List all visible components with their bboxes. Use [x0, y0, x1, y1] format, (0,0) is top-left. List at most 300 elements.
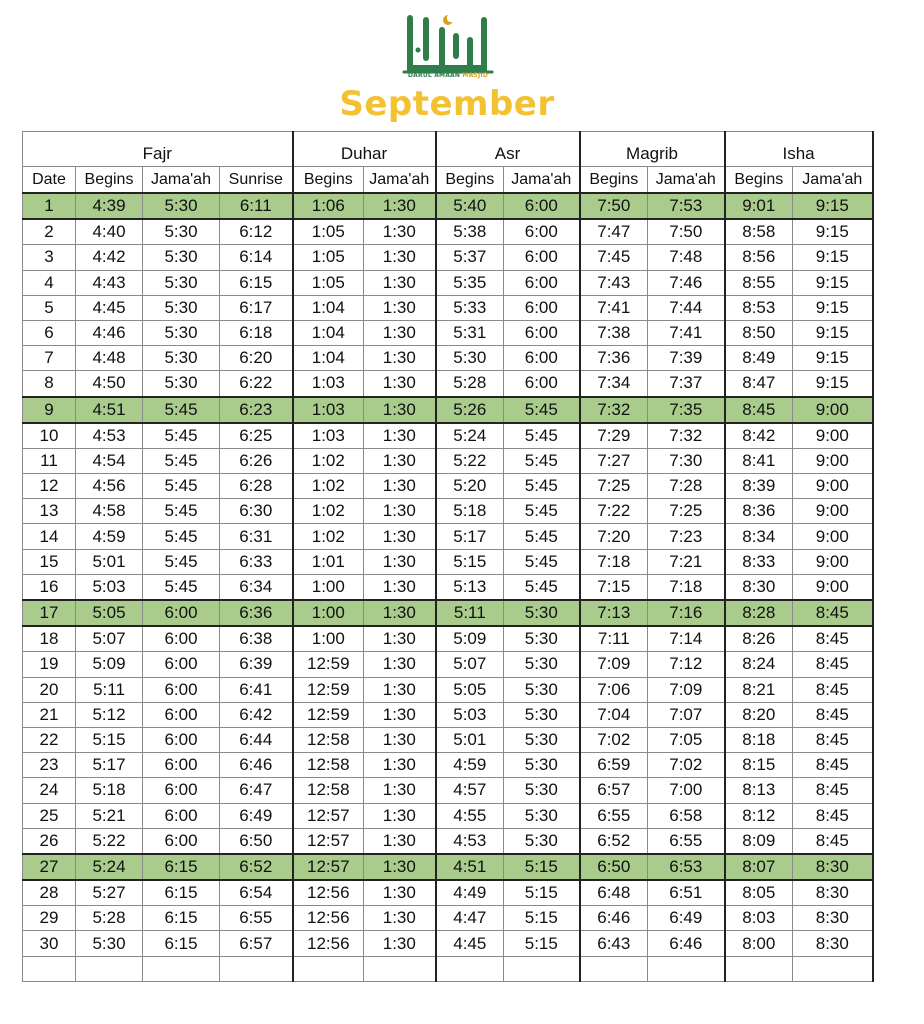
- time-cell: 5:45: [504, 448, 580, 473]
- time-cell: 6:00: [504, 219, 580, 245]
- time-cell: 5:22: [436, 448, 504, 473]
- time-cell: 8:09: [725, 828, 793, 854]
- time-cell: 5:45: [143, 448, 220, 473]
- time-cell: 8:28: [725, 600, 793, 626]
- time-cell: 8:41: [725, 448, 793, 473]
- time-cell: 9:15: [793, 371, 873, 397]
- time-cell: 6:00: [504, 270, 580, 295]
- date-cell: 14: [23, 524, 76, 549]
- time-cell: 6:34: [220, 574, 293, 600]
- time-cell: 5:28: [436, 371, 504, 397]
- time-cell: 1:30: [364, 549, 436, 574]
- time-cell: 4:50: [76, 371, 143, 397]
- time-cell: 5:30: [504, 753, 580, 778]
- group-header-duhar: Duhar: [293, 132, 436, 167]
- time-cell: 7:25: [580, 474, 648, 499]
- table-row: [23, 778, 873, 803]
- time-cell: 5:45: [504, 549, 580, 574]
- time-cell: 9:00: [793, 549, 873, 574]
- time-cell: 5:30: [504, 727, 580, 752]
- time-cell: 7:09: [580, 652, 648, 677]
- time-cell: 7:29: [580, 423, 648, 449]
- time-cell: 5:30: [143, 270, 220, 295]
- empty-cell: [504, 956, 580, 981]
- time-cell: 5:27: [76, 880, 143, 906]
- time-cell: 6:46: [220, 753, 293, 778]
- time-cell: 7:32: [580, 397, 648, 423]
- time-cell: 8:42: [725, 423, 793, 449]
- time-cell: 5:15: [504, 854, 580, 880]
- table-row: [23, 295, 873, 320]
- time-cell: 1:30: [364, 880, 436, 906]
- column-header-3: Sunrise: [220, 167, 293, 194]
- time-cell: 5:28: [76, 906, 143, 931]
- time-cell: 8:33: [725, 549, 793, 574]
- date-cell: 26: [23, 828, 76, 854]
- time-cell: 6:52: [220, 854, 293, 880]
- time-cell: 8:45: [793, 828, 873, 854]
- column-header-10: Begins: [725, 167, 793, 194]
- time-cell: 12:59: [293, 652, 364, 677]
- time-cell: 5:45: [504, 423, 580, 449]
- time-cell: 5:15: [504, 880, 580, 906]
- time-cell: 6:57: [220, 931, 293, 956]
- time-cell: 4:55: [436, 803, 504, 828]
- empty-cell: [293, 956, 364, 981]
- table-row: [23, 702, 873, 727]
- table-row: [23, 652, 873, 677]
- time-cell: 9:00: [793, 423, 873, 449]
- column-header-8: Begins: [580, 167, 648, 194]
- time-cell: 1:30: [364, 803, 436, 828]
- time-cell: 6:28: [220, 474, 293, 499]
- time-cell: 5:40: [436, 193, 504, 219]
- time-cell: 5:17: [76, 753, 143, 778]
- time-cell: 4:58: [76, 499, 143, 524]
- time-cell: 6:00: [143, 677, 220, 702]
- time-cell: 5:30: [504, 626, 580, 652]
- time-cell: 5:30: [143, 245, 220, 270]
- time-cell: 4:56: [76, 474, 143, 499]
- time-cell: 6:49: [220, 803, 293, 828]
- time-cell: 8:13: [725, 778, 793, 803]
- table-row: [23, 474, 873, 499]
- time-cell: 6:00: [504, 371, 580, 397]
- table-row: [23, 219, 873, 245]
- time-cell: 5:30: [436, 346, 504, 371]
- time-cell: 1:30: [364, 753, 436, 778]
- date-cell: 16: [23, 574, 76, 600]
- time-cell: 8:07: [725, 854, 793, 880]
- time-cell: 9:15: [793, 346, 873, 371]
- time-cell: 7:44: [648, 295, 725, 320]
- time-cell: 9:15: [793, 320, 873, 345]
- time-cell: 7:50: [580, 193, 648, 219]
- time-cell: 5:45: [504, 524, 580, 549]
- time-cell: 8:30: [793, 906, 873, 931]
- time-cell: 5:30: [504, 600, 580, 626]
- time-cell: 5:30: [143, 320, 220, 345]
- time-cell: 6:00: [143, 626, 220, 652]
- time-cell: 6:54: [220, 880, 293, 906]
- time-cell: 1:30: [364, 727, 436, 752]
- time-cell: 5:24: [436, 423, 504, 449]
- time-cell: 1:04: [293, 346, 364, 371]
- time-cell: 12:59: [293, 677, 364, 702]
- date-cell: 11: [23, 448, 76, 473]
- column-header-11: Jama'ah: [793, 167, 873, 194]
- date-cell: 19: [23, 652, 76, 677]
- time-cell: 7:11: [580, 626, 648, 652]
- table-row: [23, 753, 873, 778]
- time-cell: 1:30: [364, 828, 436, 854]
- time-cell: 5:30: [504, 778, 580, 803]
- time-cell: 6:47: [220, 778, 293, 803]
- time-cell: 6:25: [220, 423, 293, 449]
- time-cell: 5:03: [76, 574, 143, 600]
- date-cell: 8: [23, 371, 76, 397]
- time-cell: 6:00: [504, 346, 580, 371]
- time-cell: 1:02: [293, 474, 364, 499]
- time-cell: 4:43: [76, 270, 143, 295]
- time-cell: 7:43: [580, 270, 648, 295]
- time-cell: 7:38: [580, 320, 648, 345]
- time-cell: 6:15: [143, 880, 220, 906]
- time-cell: 6:53: [648, 854, 725, 880]
- time-cell: 7:07: [648, 702, 725, 727]
- time-cell: 1:30: [364, 448, 436, 473]
- time-cell: 7:45: [580, 245, 648, 270]
- time-cell: 1:30: [364, 778, 436, 803]
- time-cell: 8:47: [725, 371, 793, 397]
- time-cell: 12:57: [293, 854, 364, 880]
- time-cell: 8:45: [793, 727, 873, 752]
- table-row: [23, 346, 873, 371]
- time-cell: 6:15: [143, 931, 220, 956]
- table-row: [23, 245, 873, 270]
- time-cell: 6:52: [580, 828, 648, 854]
- time-cell: 8:45: [793, 652, 873, 677]
- time-cell: 7:16: [648, 600, 725, 626]
- time-cell: 8:34: [725, 524, 793, 549]
- date-cell: 10: [23, 423, 76, 449]
- time-cell: 1:30: [364, 270, 436, 295]
- time-cell: 7:39: [648, 346, 725, 371]
- time-cell: 1:30: [364, 600, 436, 626]
- time-cell: 9:00: [793, 574, 873, 600]
- time-cell: 9:15: [793, 295, 873, 320]
- month-title: September: [339, 84, 555, 124]
- time-cell: 5:13: [436, 574, 504, 600]
- time-cell: 6:36: [220, 600, 293, 626]
- time-cell: 4:49: [436, 880, 504, 906]
- time-cell: 5:11: [436, 600, 504, 626]
- time-cell: 6:00: [143, 778, 220, 803]
- time-cell: 5:15: [504, 906, 580, 931]
- column-header-4: Begins: [293, 167, 364, 194]
- time-cell: 6:11: [220, 193, 293, 219]
- time-cell: 8:45: [793, 753, 873, 778]
- time-cell: 5:30: [143, 371, 220, 397]
- date-cell: 27: [23, 854, 76, 880]
- group-header-asr: Asr: [436, 132, 580, 167]
- time-cell: 6:00: [504, 193, 580, 219]
- time-cell: 5:21: [76, 803, 143, 828]
- table-row: [23, 727, 873, 752]
- table-row: [23, 931, 873, 956]
- time-cell: 1:30: [364, 320, 436, 345]
- time-cell: 1:30: [364, 474, 436, 499]
- time-cell: 6:20: [220, 346, 293, 371]
- time-cell: 6:59: [580, 753, 648, 778]
- time-cell: 1:30: [364, 245, 436, 270]
- time-cell: 1:06: [293, 193, 364, 219]
- empty-cell: [648, 956, 725, 981]
- time-cell: 4:47: [436, 906, 504, 931]
- time-cell: 7:14: [648, 626, 725, 652]
- time-cell: 5:18: [436, 499, 504, 524]
- table-row: [23, 320, 873, 345]
- time-cell: 6:44: [220, 727, 293, 752]
- table-row: [23, 499, 873, 524]
- time-cell: 12:57: [293, 828, 364, 854]
- time-cell: 1:30: [364, 423, 436, 449]
- time-cell: 7:23: [648, 524, 725, 549]
- time-cell: 4:48: [76, 346, 143, 371]
- time-cell: 6:51: [648, 880, 725, 906]
- time-cell: 6:00: [504, 320, 580, 345]
- table-row: [23, 600, 873, 626]
- time-cell: 5:11: [76, 677, 143, 702]
- time-cell: 12:58: [293, 727, 364, 752]
- time-cell: 12:58: [293, 778, 364, 803]
- timetable-body: [23, 193, 873, 981]
- time-cell: 5:01: [436, 727, 504, 752]
- date-cell: 25: [23, 803, 76, 828]
- time-cell: 1:30: [364, 702, 436, 727]
- table-row: [23, 574, 873, 600]
- time-cell: 6:30: [220, 499, 293, 524]
- date-cell: 20: [23, 677, 76, 702]
- time-cell: 6:23: [220, 397, 293, 423]
- time-cell: 9:15: [793, 219, 873, 245]
- time-cell: 1:30: [364, 219, 436, 245]
- time-cell: 6:49: [648, 906, 725, 931]
- time-cell: 5:05: [76, 600, 143, 626]
- time-cell: 1:00: [293, 600, 364, 626]
- table-row: [23, 397, 873, 423]
- time-cell: 6:15: [143, 854, 220, 880]
- time-cell: 5:30: [143, 346, 220, 371]
- time-cell: 1:30: [364, 499, 436, 524]
- time-cell: 7:02: [580, 727, 648, 752]
- time-cell: 6:39: [220, 652, 293, 677]
- time-cell: 9:00: [793, 397, 873, 423]
- time-cell: 5:35: [436, 270, 504, 295]
- time-cell: 4:42: [76, 245, 143, 270]
- time-cell: 6:50: [580, 854, 648, 880]
- table-row: [23, 423, 873, 449]
- time-cell: 7:22: [580, 499, 648, 524]
- empty-cell: [364, 956, 436, 981]
- time-cell: 5:01: [76, 549, 143, 574]
- time-cell: 5:45: [143, 397, 220, 423]
- time-cell: 7:12: [648, 652, 725, 677]
- time-cell: 7:20: [580, 524, 648, 549]
- table-row: [23, 828, 873, 854]
- time-cell: 5:30: [504, 803, 580, 828]
- time-cell: 5:15: [436, 549, 504, 574]
- time-cell: 5:45: [504, 574, 580, 600]
- date-cell: 5: [23, 295, 76, 320]
- time-cell: 6:43: [580, 931, 648, 956]
- time-cell: 8:53: [725, 295, 793, 320]
- date-cell: 9: [23, 397, 76, 423]
- time-cell: 8:26: [725, 626, 793, 652]
- time-cell: 8:58: [725, 219, 793, 245]
- time-cell: 5:26: [436, 397, 504, 423]
- time-cell: 6:17: [220, 295, 293, 320]
- time-cell: 12:57: [293, 803, 364, 828]
- time-cell: 8:56: [725, 245, 793, 270]
- time-cell: 1:05: [293, 245, 364, 270]
- time-cell: 6:48: [580, 880, 648, 906]
- time-cell: 5:45: [143, 574, 220, 600]
- table-row: [23, 193, 873, 219]
- date-cell: 24: [23, 778, 76, 803]
- time-cell: 7:06: [580, 677, 648, 702]
- time-cell: 1:01: [293, 549, 364, 574]
- time-cell: 5:31: [436, 320, 504, 345]
- time-cell: 12:58: [293, 753, 364, 778]
- empty-cell: [143, 956, 220, 981]
- date-cell: 30: [23, 931, 76, 956]
- time-cell: 5:30: [143, 219, 220, 245]
- column-header-2: Jama'ah: [143, 167, 220, 194]
- time-cell: 8:12: [725, 803, 793, 828]
- table-row: [23, 524, 873, 549]
- time-cell: 1:30: [364, 346, 436, 371]
- table-row: [23, 448, 873, 473]
- time-cell: 6:55: [220, 906, 293, 931]
- empty-cell: [23, 956, 76, 981]
- date-cell: 21: [23, 702, 76, 727]
- time-cell: 8:30: [793, 931, 873, 956]
- time-cell: 6:18: [220, 320, 293, 345]
- time-cell: 5:09: [76, 652, 143, 677]
- time-cell: 8:45: [793, 677, 873, 702]
- empty-row: [23, 956, 873, 981]
- date-cell: 13: [23, 499, 76, 524]
- time-cell: 1:05: [293, 270, 364, 295]
- time-cell: 6:41: [220, 677, 293, 702]
- time-cell: 6:58: [648, 803, 725, 828]
- time-cell: 5:33: [436, 295, 504, 320]
- time-cell: 5:15: [504, 931, 580, 956]
- time-cell: 6:00: [143, 727, 220, 752]
- time-cell: 6:00: [143, 600, 220, 626]
- empty-cell: [436, 956, 504, 981]
- time-cell: 7:25: [648, 499, 725, 524]
- date-cell: 17: [23, 600, 76, 626]
- time-cell: 6:26: [220, 448, 293, 473]
- time-cell: 9:00: [793, 474, 873, 499]
- time-cell: 7:34: [580, 371, 648, 397]
- time-cell: 1:30: [364, 397, 436, 423]
- time-cell: 8:36: [725, 499, 793, 524]
- time-cell: 7:13: [580, 600, 648, 626]
- time-cell: 6:00: [143, 828, 220, 854]
- time-cell: 1:02: [293, 524, 364, 549]
- time-cell: 5:45: [143, 549, 220, 574]
- time-cell: 6:00: [143, 702, 220, 727]
- time-cell: 1:03: [293, 423, 364, 449]
- date-cell: 18: [23, 626, 76, 652]
- time-cell: 1:02: [293, 499, 364, 524]
- time-cell: 1:30: [364, 193, 436, 219]
- time-cell: 8:45: [793, 778, 873, 803]
- table-row: [23, 906, 873, 931]
- date-cell: 7: [23, 346, 76, 371]
- time-cell: 5:45: [143, 524, 220, 549]
- empty-cell: [725, 956, 793, 981]
- empty-cell: [793, 956, 873, 981]
- table-row: [23, 803, 873, 828]
- time-cell: 9:01: [725, 193, 793, 219]
- time-cell: 6:33: [220, 549, 293, 574]
- time-cell: 6:15: [143, 906, 220, 931]
- time-cell: 4:53: [436, 828, 504, 854]
- time-cell: 5:24: [76, 854, 143, 880]
- time-cell: 6:31: [220, 524, 293, 549]
- time-cell: 8:45: [793, 702, 873, 727]
- time-cell: 6:12: [220, 219, 293, 245]
- group-header-fajr: Fajr: [23, 132, 293, 167]
- date-cell: 4: [23, 270, 76, 295]
- time-cell: 9:15: [793, 270, 873, 295]
- time-cell: 6:14: [220, 245, 293, 270]
- time-cell: 7:35: [648, 397, 725, 423]
- time-cell: 1:30: [364, 854, 436, 880]
- time-cell: 1:03: [293, 371, 364, 397]
- time-cell: 4:59: [436, 753, 504, 778]
- time-cell: 6:00: [143, 652, 220, 677]
- time-cell: 7:28: [648, 474, 725, 499]
- date-cell: 1: [23, 193, 76, 219]
- column-header-1: Begins: [76, 167, 143, 194]
- table-row: [23, 549, 873, 574]
- time-cell: 1:30: [364, 906, 436, 931]
- time-cell: 12:56: [293, 880, 364, 906]
- time-cell: 5:30: [504, 652, 580, 677]
- time-cell: 5:45: [143, 423, 220, 449]
- prayer-timetable: [22, 131, 874, 982]
- time-cell: 5:38: [436, 219, 504, 245]
- time-cell: 7:15: [580, 574, 648, 600]
- time-cell: 5:07: [436, 652, 504, 677]
- time-cell: 8:24: [725, 652, 793, 677]
- time-cell: 5:15: [76, 727, 143, 752]
- time-cell: 7:48: [648, 245, 725, 270]
- time-cell: 8:20: [725, 702, 793, 727]
- time-cell: 5:30: [143, 193, 220, 219]
- time-cell: 6:00: [504, 245, 580, 270]
- time-cell: 7:05: [648, 727, 725, 752]
- date-cell: 22: [23, 727, 76, 752]
- time-cell: 6:38: [220, 626, 293, 652]
- column-header-0: Date: [23, 167, 76, 194]
- date-cell: 2: [23, 219, 76, 245]
